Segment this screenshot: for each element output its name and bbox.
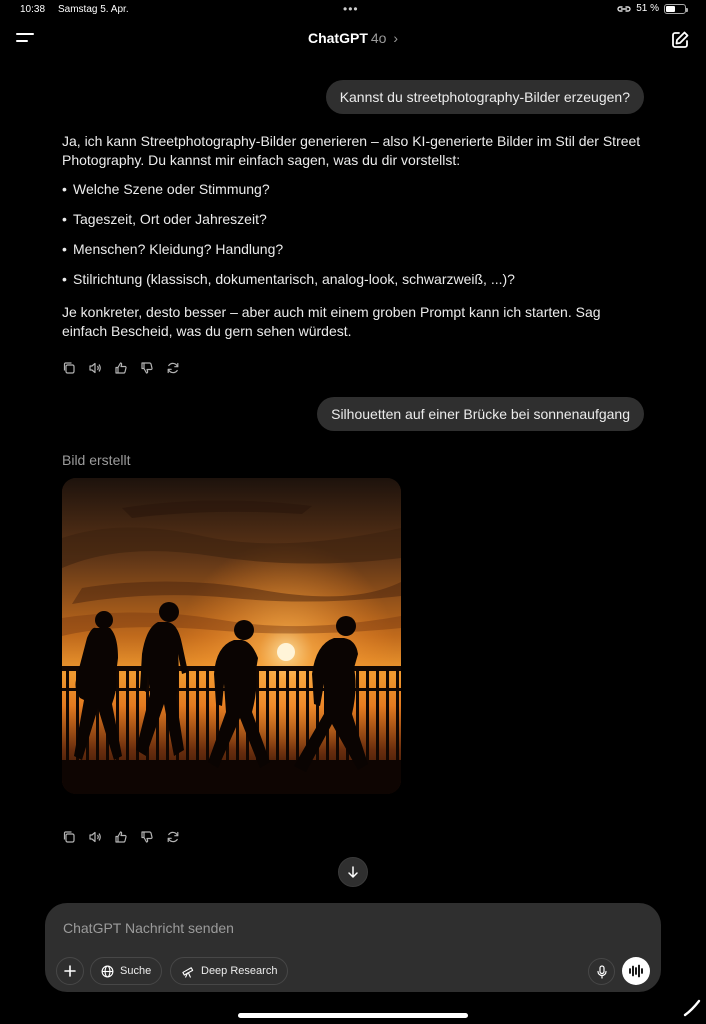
assistant-intro: Ja, ich kann Streetphotography-Bilder generieren – also KI-generierte Bilder im Stil der Street Photography. Du kannst mir einfach sagen, was du dir vorstellst: [62, 133, 641, 168]
model-name: 4o [370, 30, 387, 46]
battery-percent: 51 % [636, 3, 659, 14]
thumbs-up-icon[interactable] [114, 830, 128, 844]
assistant-bullet-list [62, 180, 644, 289]
search-button[interactable] [90, 957, 162, 985]
plus-icon [64, 965, 76, 977]
message-actions [62, 830, 180, 844]
status-right [617, 3, 686, 14]
regenerate-icon[interactable] [166, 830, 180, 844]
search-label: Suche [120, 965, 152, 977]
add-attachment-button[interactable] [56, 957, 84, 985]
user-message: Kannst du streetphotography-Bilder erzeugen? [326, 80, 644, 114]
list-item: • Menschen? Kleidung? Handlung? [62, 240, 644, 259]
thumbs-down-icon[interactable] [140, 830, 154, 844]
message-actions [62, 361, 180, 375]
home-indicator[interactable] [238, 1013, 468, 1018]
copy-icon[interactable] [62, 830, 76, 844]
arrow-down-icon [346, 865, 360, 879]
mic-icon [596, 965, 608, 979]
assistant-message [62, 132, 644, 351]
assistant-outro: Je konkreter, desto besser – aber auch mit einem groben Prompt kann ich starten. Sag einfach Bescheid, was du gern sehen würdest. [62, 304, 601, 339]
speaker-icon[interactable] [88, 361, 102, 375]
page-title[interactable] [0, 30, 706, 46]
message-input[interactable]: ChatGPT Nachricht senden [63, 920, 234, 936]
pencil-stroke-icon [682, 998, 702, 1018]
deep-research-button[interactable] [170, 957, 288, 985]
voice-waveform-icon [628, 964, 644, 978]
link-icon [617, 4, 631, 14]
telescope-icon [181, 965, 195, 978]
list-item: • Welche Szene oder Stimmung? [62, 180, 644, 199]
voice-mode-button[interactable] [622, 957, 650, 985]
status-time: 10:38 [20, 4, 46, 15]
status-date: Samstag 5. Apr. [58, 4, 129, 15]
app-title: ChatGPT [307, 30, 368, 46]
regenerate-icon[interactable] [166, 361, 180, 375]
status-bar [0, 0, 706, 20]
edit-icon[interactable] [670, 30, 690, 50]
image-created-label: Bild erstellt [62, 452, 131, 468]
generated-image[interactable] [62, 478, 401, 794]
copy-icon[interactable] [62, 361, 76, 375]
thumbs-down-icon[interactable] [140, 361, 154, 375]
scroll-to-bottom-button[interactable] [338, 857, 368, 887]
list-item: • Tageszeit, Ort oder Jahreszeit? [62, 210, 644, 229]
user-message: Silhouetten auf einer Brücke bei sonnenaufgang [317, 397, 644, 431]
list-item: • Stilrichtung (klassisch, dokumentarisch, analog-look, schwarzweiß, ...)? [62, 270, 644, 289]
globe-icon [101, 965, 114, 978]
silhouettes-on-bridge-image [62, 478, 401, 794]
header [0, 26, 706, 54]
dictate-button[interactable] [588, 958, 615, 985]
message-composer[interactable] [45, 903, 661, 992]
thumbs-up-icon[interactable] [114, 361, 128, 375]
multitasking-dots-icon[interactable]: ••• [343, 2, 359, 16]
deep-research-label: Deep Research [201, 965, 278, 977]
speaker-icon[interactable] [88, 830, 102, 844]
battery-icon [664, 4, 686, 14]
chevron-right-icon: › [393, 30, 399, 46]
